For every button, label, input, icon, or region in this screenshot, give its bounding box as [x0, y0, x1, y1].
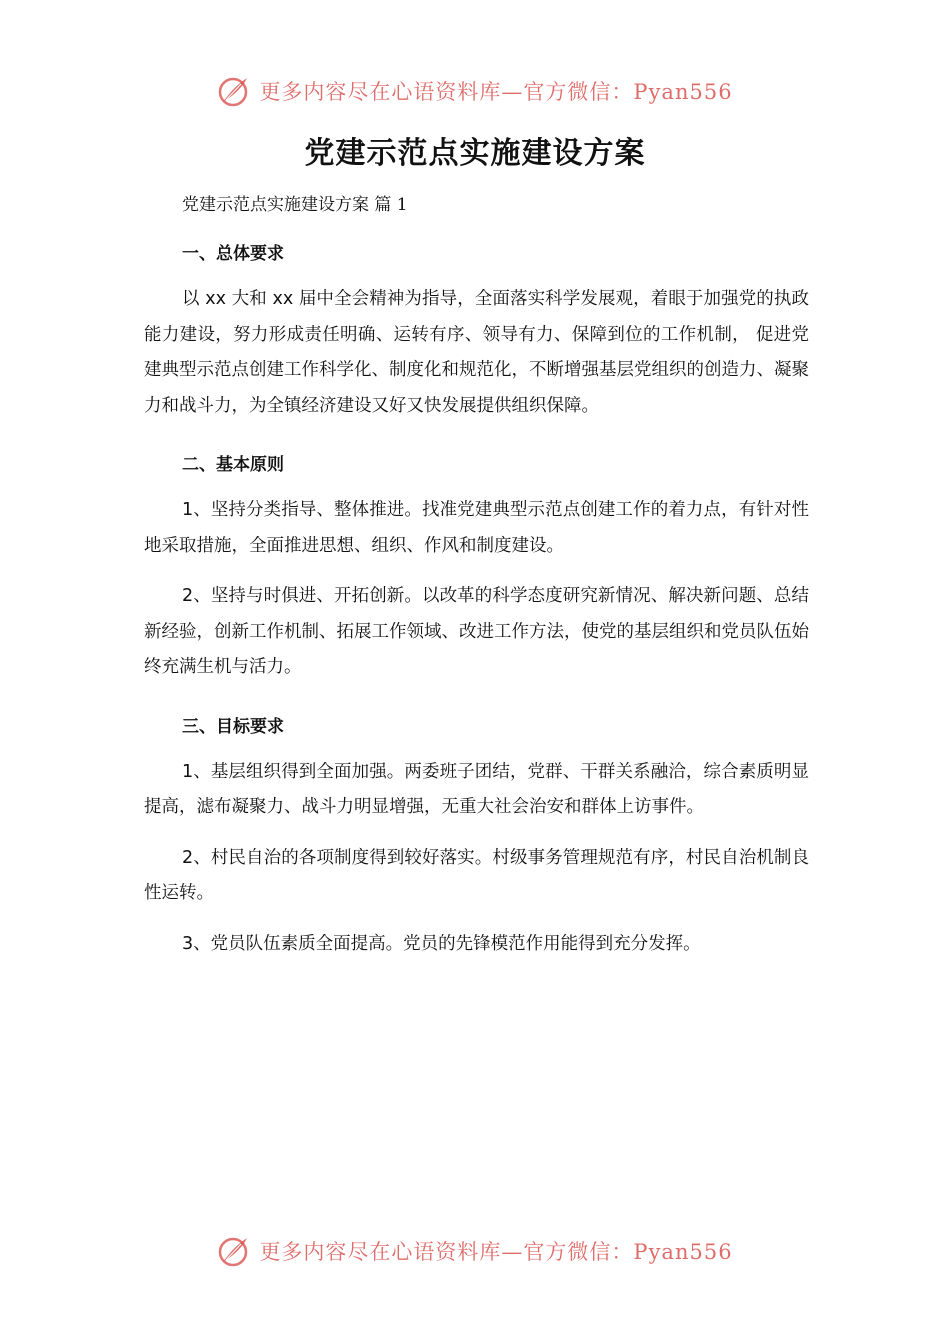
watermark-footer	[0, 1234, 950, 1268]
body-paragraph: 2、坚持与时俱进、开拓创新。以改革的科学态度研究新情况、解决新问题、总结新经验，创新工作机制、拓展工作领域、改进工作方法，使党的基层组织和党员队伍始终充满生机与活力。	[144, 586, 809, 677]
body-paragraph: 3、党员队伍素质全面提高。党员的先锋模范作用能得到充分发挥。	[182, 933, 701, 954]
document-body	[144, 190, 809, 977]
section-heading: 一、总体要求	[182, 244, 284, 264]
body-paragraph: 1、坚持分类指导、整体推进。找准党建典型示范点创建工作的着力点，有针对性地采取措施，全面推进思想、组织、作风和制度建设。	[144, 500, 809, 556]
document-title: 党建示范点实施建设方案	[304, 136, 646, 171]
watermark-header	[0, 74, 950, 108]
quill-logo-icon	[217, 1234, 251, 1268]
watermark-text: 更多内容尽在心语资料库—官方微信：Pyan556	[259, 1240, 733, 1264]
body-paragraph: 1、基层组织得到全面加强。两委班子团结，党群、干群关系融洽，综合素质明显提高，滤布凝聚力、战斗力明显增强，无重大社会治安和群体上访事件。	[144, 761, 809, 817]
document-subtitle: 党建示范点实施建设方案 篇 1	[182, 195, 408, 215]
quill-logo-icon	[217, 74, 251, 108]
body-paragraph: 2、村民自治的各项制度得到较好落实。村级事务管理规范有序，村民自治机制良性运转。	[144, 847, 809, 903]
section-heading: 三、目标要求	[182, 716, 284, 737]
watermark-text: 更多内容尽在心语资料库—官方微信：Pyan556	[259, 80, 733, 104]
section-heading: 二、基本原则	[182, 455, 284, 475]
body-paragraph: 以 xx 大和 xx 届中全会精神为指导，全面落实科学发展观，着眼于加强党的执政能力建设，努力形成责任明确、运转有序、领导有力、保障到位的工作机制， 促进党建典型示范点创建工作科学化、制度化和规范化，不断增强基层党组织的创造力、凝聚力和战斗力，为全镇经济建设又好又快发展提供组织保障。	[144, 289, 809, 416]
